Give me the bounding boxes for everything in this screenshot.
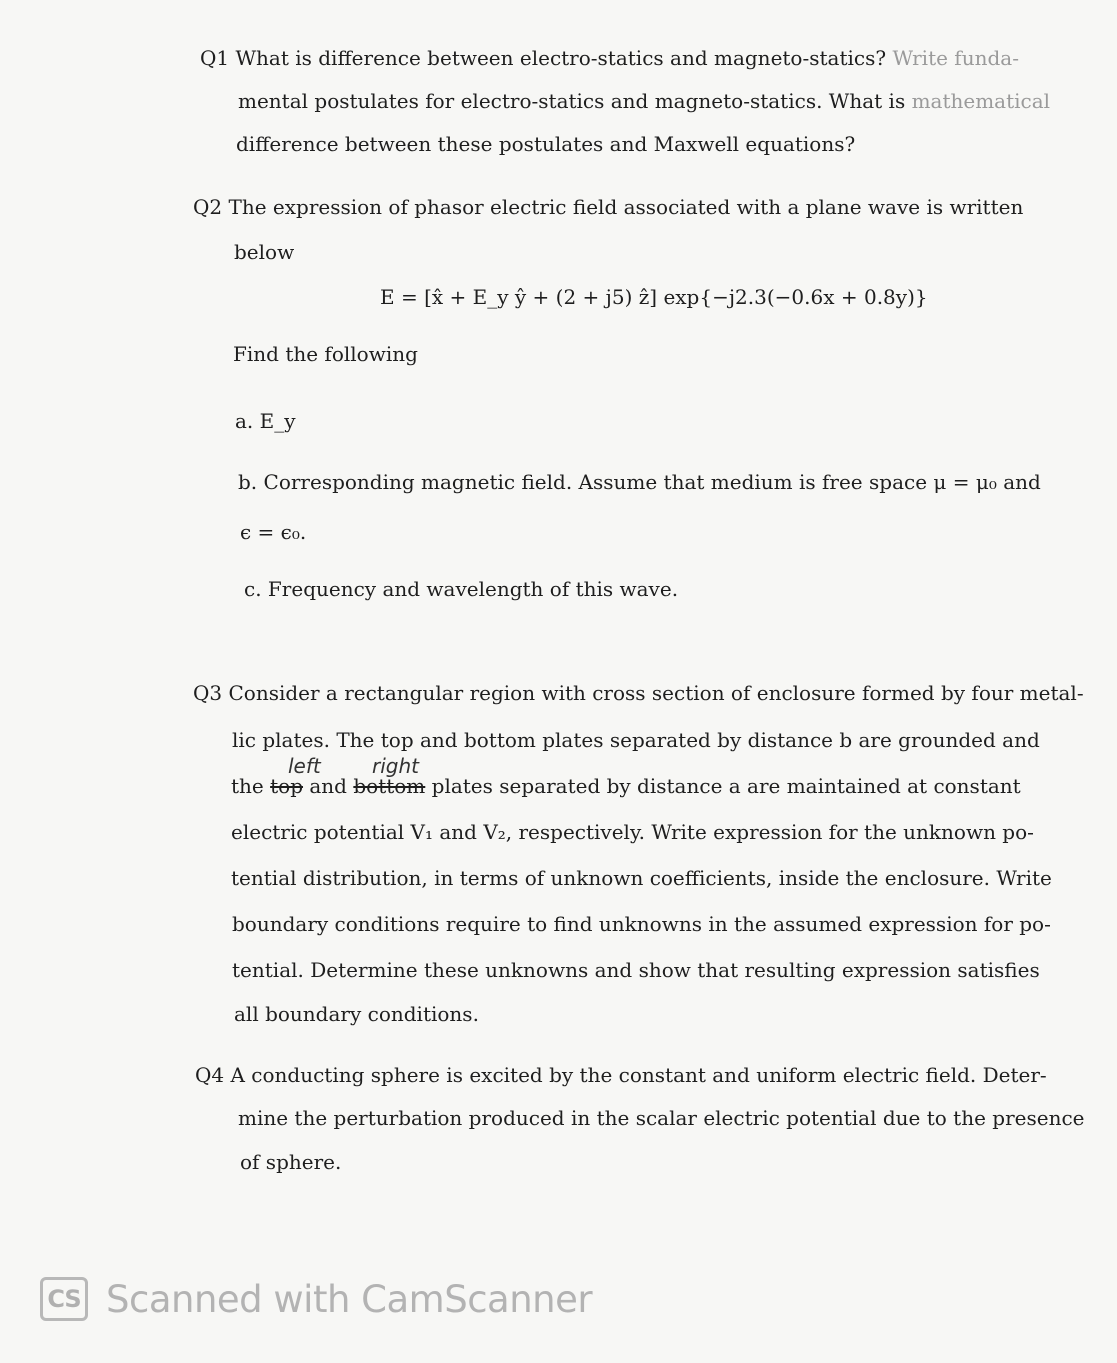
q1-number: Q1 <box>200 46 230 70</box>
q2-part-c: c. Frequency and wavelength of this wave. <box>244 577 679 601</box>
q3-line-1: Q3 Consider a rectangular region with cross section of enclosure formed by four metal- <box>193 681 1084 705</box>
q3-number: Q3 <box>193 681 223 705</box>
camscanner-text: Scanned with CamScanner <box>106 1277 593 1321</box>
q2-line-2: below <box>234 240 295 264</box>
q3-line-5: tential distribution, in terms of unknown coefficients, inside the enclosure. Write <box>231 866 1052 890</box>
q4-line-2: mine the perturbation produced in the scalar electric potential due to the presence <box>238 1106 1085 1130</box>
q3-line-2: lic plates. The top and bottom plates separated by distance b are grounded and <box>232 728 1040 752</box>
q3-line-8: all boundary conditions. <box>234 1002 479 1026</box>
q2-find: Find the following <box>233 342 418 366</box>
q1-faded-text: Write funda- <box>892 46 1019 70</box>
q4-line-1: Q4 A conducting sphere is excited by the constant and uniform electric field. Deter- <box>195 1063 1047 1087</box>
q3-line-6: boundary conditions require to find unknowns in the assumed expression for po- <box>232 912 1051 936</box>
q1-text: What is difference between electro-statics and magneto-statics? <box>235 46 887 70</box>
handwritten-left: left <box>288 754 321 778</box>
q3-line-3: the top and bottom plates separated by distance a are maintained at constant <box>231 774 1021 798</box>
q1-line-1 <box>200 45 1019 71</box>
camscanner-logo-icon: CS <box>40 1277 88 1321</box>
q4-line-3: of sphere. <box>240 1150 342 1174</box>
struck-top: top <box>270 774 304 798</box>
q4-number: Q4 <box>195 1063 225 1087</box>
q2-equation: E = [x̂ + E_y ŷ + (2 + j5) ẑ] exp{−j2.3(−0.6x + 0.8y)} <box>380 285 928 309</box>
q2-part-a: a. E_y <box>235 409 296 433</box>
q2-part-b-line-2: ϵ = ϵ₀. <box>240 520 307 544</box>
camscanner-watermark <box>40 1277 592 1321</box>
q2-line-1: Q2 The expression of phasor electric field associated with a plane wave is written <box>193 195 1024 219</box>
handwritten-right: right <box>372 754 419 778</box>
q1-line-3: difference between these postulates and Maxwell equations? <box>236 132 856 156</box>
q1-line-2: mental postulates for electro-statics and magneto-statics. What is mathematical <box>238 89 1051 113</box>
struck-bottom: bottom <box>353 774 426 798</box>
q3-line-7: tential. Determine these unknowns and show that resulting expression satisfies <box>232 958 1040 982</box>
q2-number: Q2 <box>193 195 223 219</box>
q3-line-4: electric potential V₁ and V₂, respectively. Write expression for the unknown po- <box>231 820 1034 844</box>
q2-part-b-line-1: b. Corresponding magnetic field. Assume that medium is free space μ = μ₀ and <box>238 470 1041 494</box>
